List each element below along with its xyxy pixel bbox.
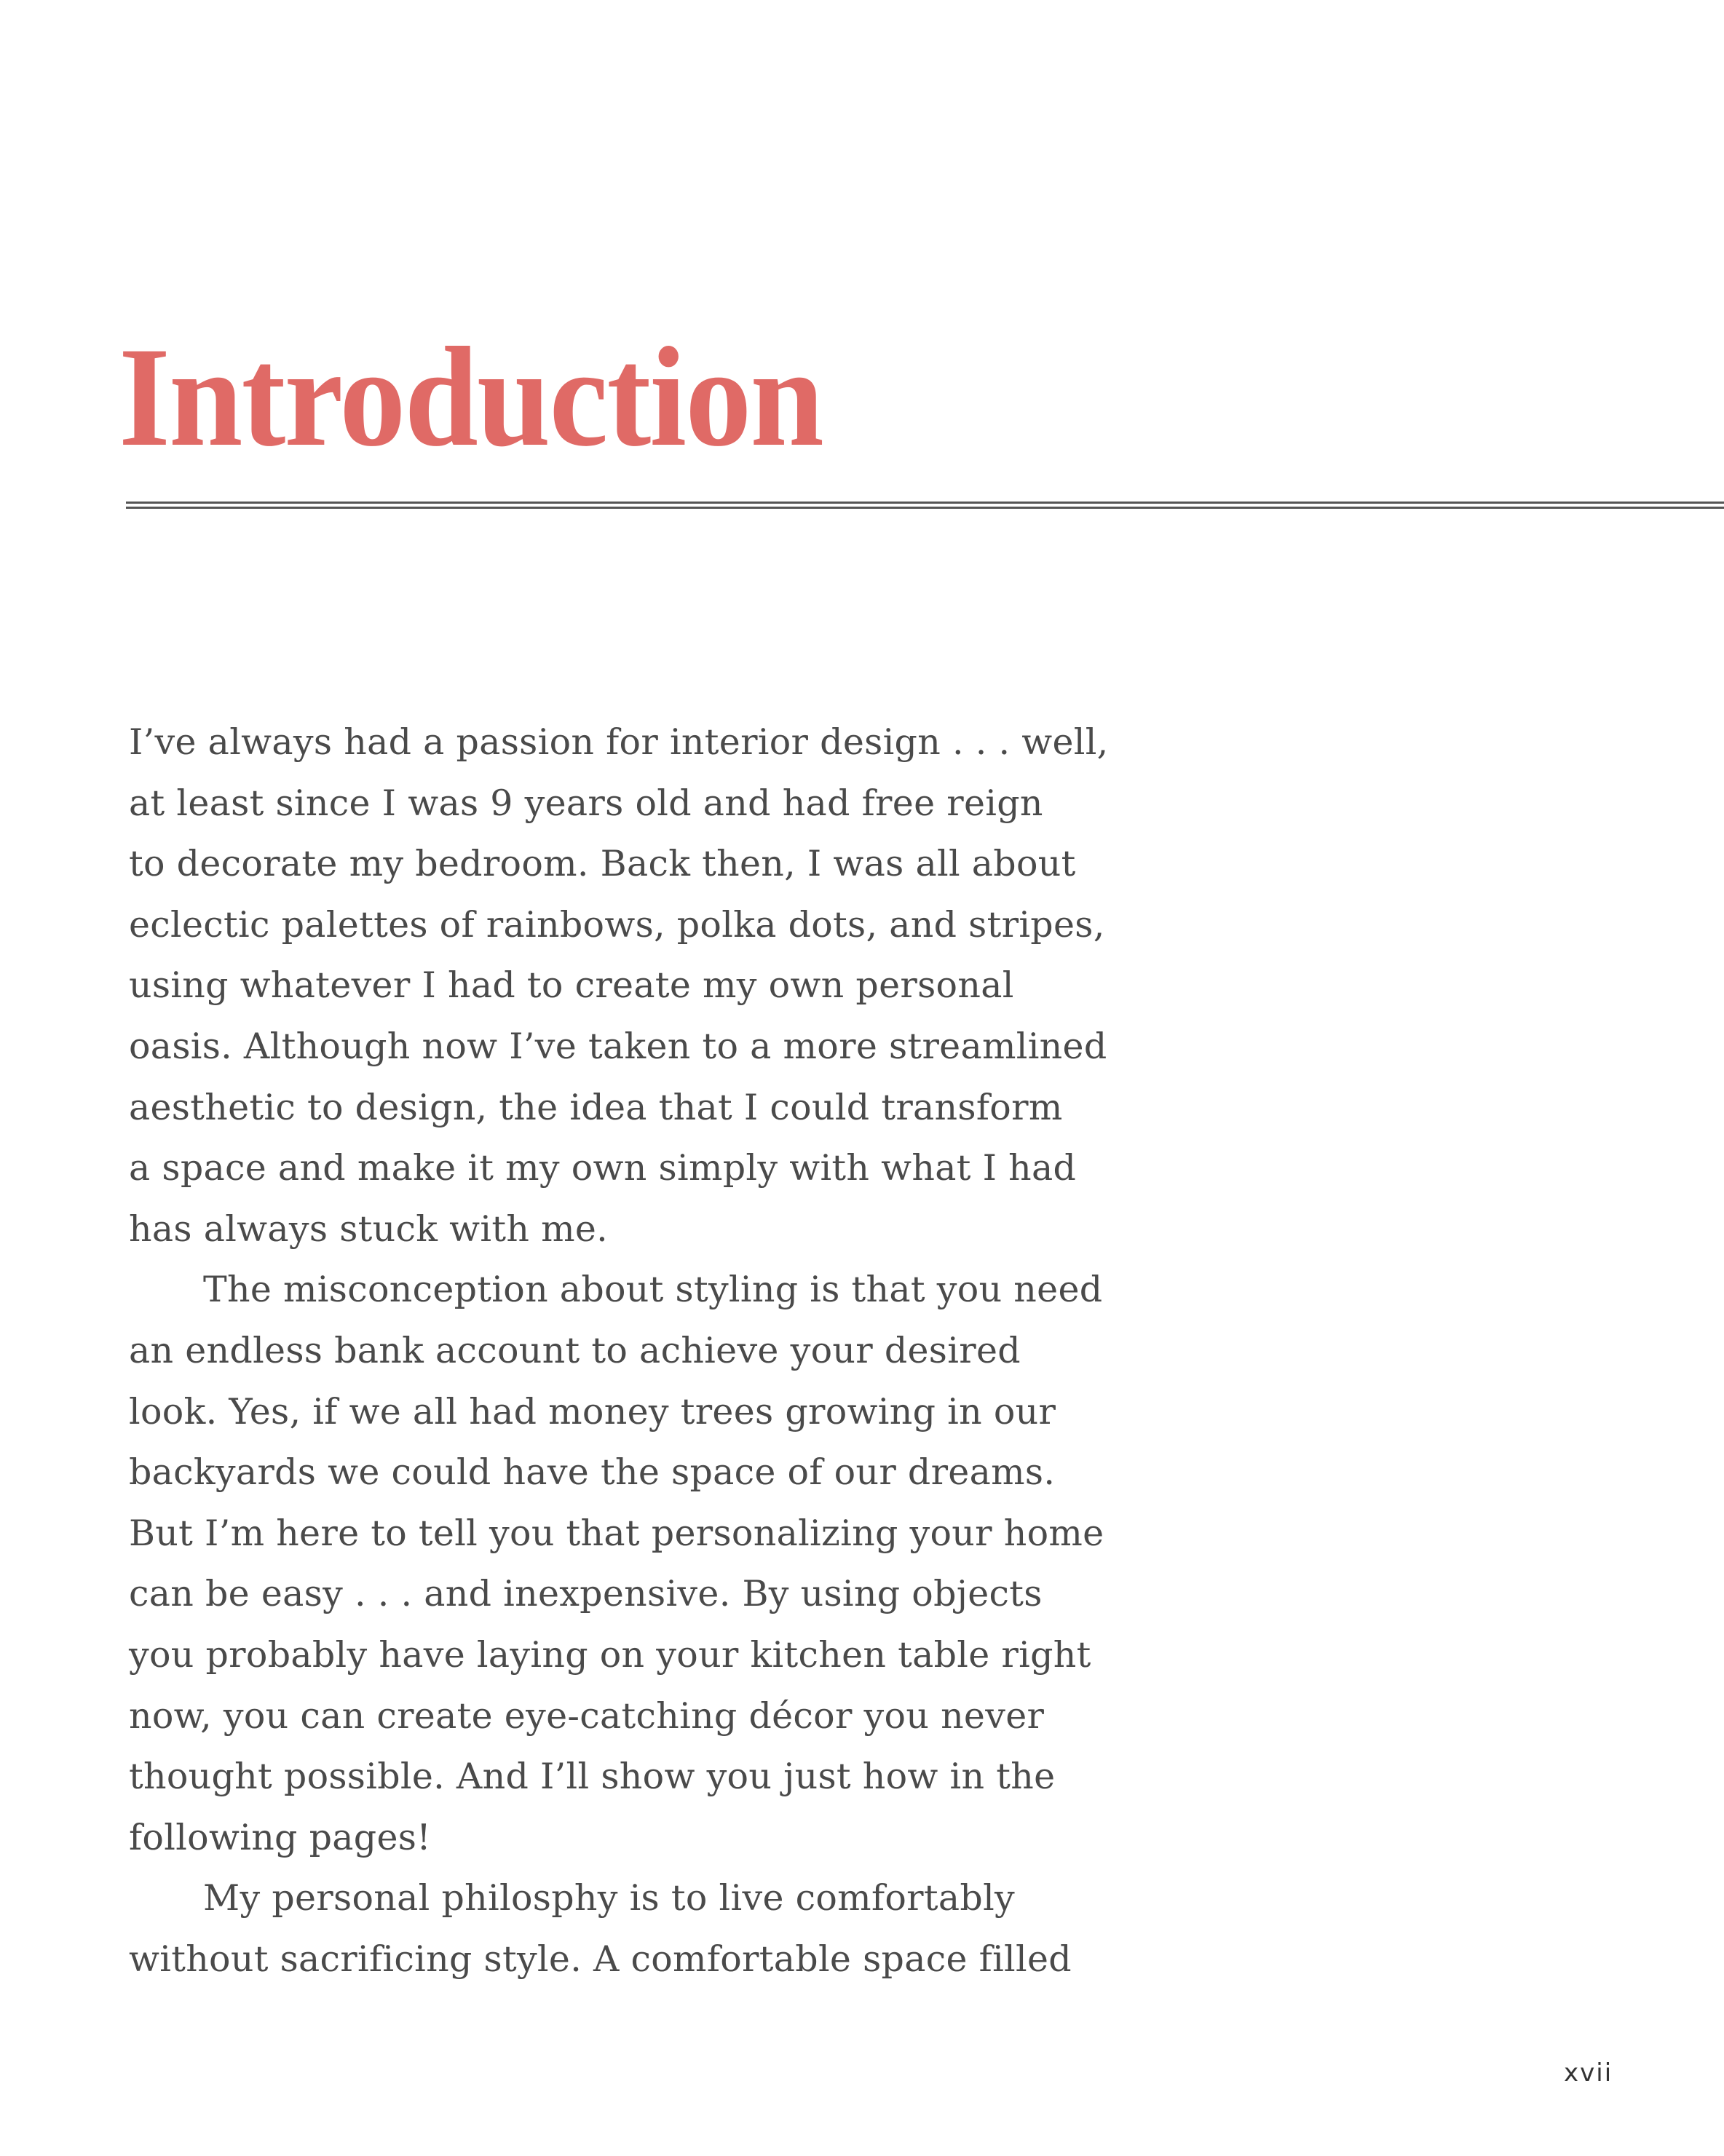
- chapter-title: Introduction: [119, 318, 823, 476]
- text-line: now, you can create eye-catching décor you never: [129, 1695, 1045, 1737]
- text-line: backyards we could have the space of our dreams.: [129, 1451, 1056, 1494]
- text-line: aesthetic to design, the idea that I could transform: [129, 1086, 1063, 1128]
- text-line: eclectic palettes of rainbows, polka dots, and stripes,: [129, 903, 1105, 946]
- text-line: I’ve always had a passion for interior design . . . well,: [129, 721, 1109, 763]
- text-line: to decorate my bedroom. Back then, I was all about: [129, 843, 1076, 885]
- text-line: can be easy . . . and inexpensive. By using objects: [129, 1573, 1043, 1615]
- text-line: oasis. Although now I’ve taken to a more streamlined: [129, 1025, 1107, 1067]
- text-line: you probably have laying on your kitchen table right: [129, 1633, 1091, 1676]
- text-line: an endless bank account to achieve your desired: [129, 1329, 1021, 1371]
- title-rule-bottom: [126, 507, 1724, 509]
- text-line: thought possible. And I’ll show you just how in the: [129, 1756, 1056, 1798]
- text-line: following pages!: [129, 1816, 432, 1858]
- text-line: without sacrificing style. A comfortable space filled: [129, 1938, 1072, 1980]
- text-line: at least since I was 9 years old and had free reign: [129, 782, 1043, 824]
- text-line: The misconception about styling is that you need: [203, 1269, 1103, 1311]
- text-line: My personal philosphy is to live comfortably: [203, 1877, 1016, 1919]
- text-line: a space and make it my own simply with what I had: [129, 1147, 1077, 1189]
- page-number: xvii: [1564, 2058, 1613, 2088]
- text-line: has always stuck with me.: [129, 1208, 609, 1250]
- text-line: look. Yes, if we all had money trees growing in our: [129, 1390, 1056, 1432]
- title-rule-top: [126, 502, 1724, 504]
- text-line: using whatever I had to create my own personal: [129, 964, 1014, 1007]
- text-line: But I’m here to tell you that personalizing your home: [129, 1512, 1104, 1554]
- body-text: [129, 712, 1185, 1989]
